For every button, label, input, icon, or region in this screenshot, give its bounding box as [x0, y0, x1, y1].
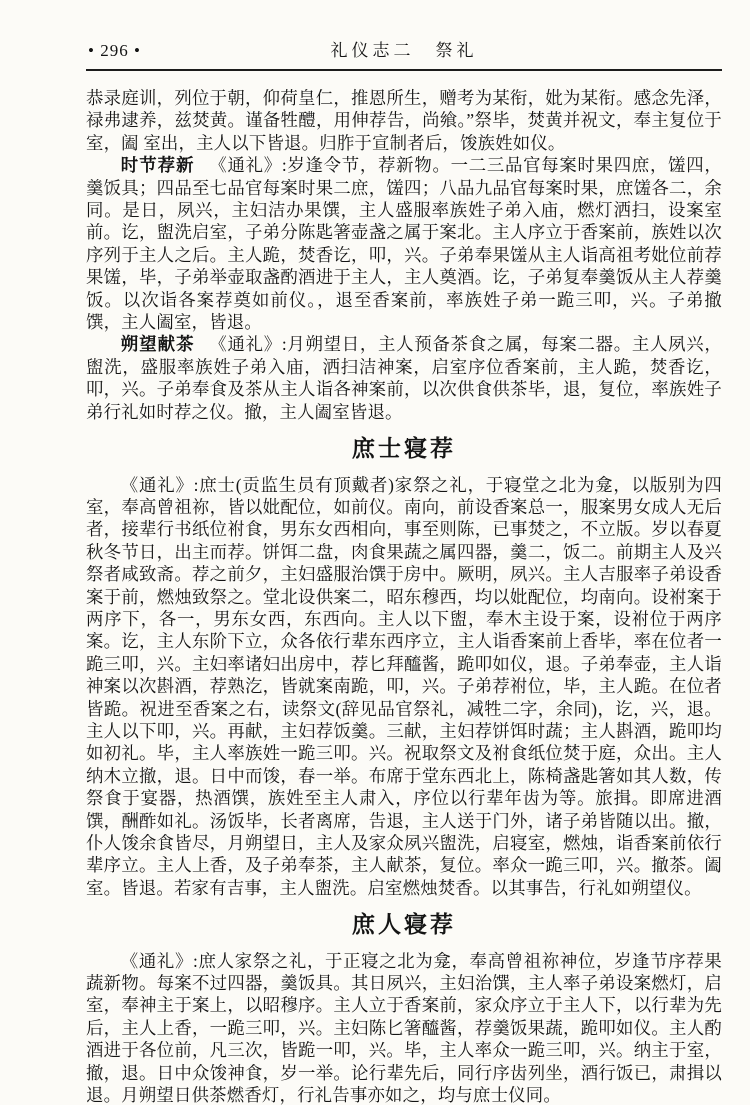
header-rule	[86, 69, 722, 71]
section-heading-shuren-qinjian: 庶人寝荐	[352, 912, 456, 938]
entry-title: 朔望献茶	[120, 334, 195, 355]
section-paragraph-shuren	[86, 950, 722, 1105]
section-paragraph-shushi	[86, 474, 722, 900]
entry-text: 《通礼》:月朔望日，主人预备茶食之属，每案二器。主人夙兴，盥洗，盛服率族姓子弟入庙，洒扫洁神案，启室序位香案前，主人跪，焚香讫，叩，兴。子弟奉食及茶从主人诣各神案前，以次供食供茶毕，退，复位，率族姓子弟行礼如时荐之仪。撤，主人阖室皆退。	[86, 334, 722, 422]
paragraph-text: 《通礼》:庶人家祭之礼，于正寝之北为龛，奉高曾祖祢神位，岁逢节序荐果蔬新物。每案不过四器，羹饭具。其日夙兴，主妇治馔，主人率子弟设案燃灯，启室，奉神主于案上，以昭穆序。主人立于香案前，家众序立于主人下，以行辈为先后，主人上香，一跪三叩，兴。主妇陈匕箸醯酱，荐羹饭果蔬，跪叩如仪。主人酌酒进于各位前，凡三次，皆跪一叩，兴。毕，主人率众一跪三叩，兴。纳主于室，撤，退。日中众馂神食，岁一举。论行辈先后，同行序齿列坐，酒行饭已，肃揖以退。月朔望日供茶燃香灯，行礼告事亦如之，均与庶士仪同。	[86, 950, 722, 1105]
entry-shuowang-xiancha	[86, 333, 722, 423]
section-heading-shushi-qinjian: 庶士寝荐	[352, 436, 456, 462]
running-head-title: 礼仪志二 祭礼	[330, 41, 478, 60]
paragraph-continuation	[86, 87, 722, 154]
page-body	[86, 87, 722, 1105]
entry-shijie-jianxin	[86, 154, 722, 333]
paragraph-text: 《通礼》:庶士(贡监生员有顶戴者)家祭之礼，于寝堂之北为龛，以版别为四室，奉高曾祖祢，皆以妣配位，如前仪。南向，前设香案总一，服案男女成人无后者，接辈行书纸位祔食，男东女西相向，事至则陈，已事焚之，不立版。岁以春夏秋冬节日，出主而荐。饼饵二盘，肉食果蔬之属四器，羹二，饭二。前期主人及兴祭者咸致斋。荐之前夕，主妇盛服治馔于房中。厥明，夙兴。主人吉服率子弟设香案于前，燃烛致祭之。堂北设供案二，昭东穆西，均以妣配位，均南向。设祔案于两序下，各一，男东女西，东西向。主人以下盥，奉木主设于案，设祔位于两序案。讫，主人东阶下立，众各依行辈东西序立，主人诣香案前上香毕，率在位者一跪三叩，兴。主妇率诸妇出房中，荐匕拜醯酱，跪叩如仪，退。子弟奉壶，主人诣神案以次斟酒，荐熟汔，皆就案南跪，叩，兴。子弟荐祔位，毕，主人跪。在位者皆跪。祝进至香案之右，读祭文(辞见品官祭礼，减牲二字，余同)，讫，兴，退。主人以下叩，兴。再献，主妇荐饭羹。三献，主妇荐饼饵时蔬；主人斟酒，跪叩均如初礼。毕，主人率族姓一跪三叩。兴。祝取祭文及祔食纸位焚于庭，众出。主人纳木立撤，退。日中而馂，春一举。布席于堂东西北上，陈椅盏匙箸如其人数，传祭食于宴器，热酒馔，族姓至主人肃入，序位以行辈年齿为等。旅揖。即席进酒馔，酬酢如礼。汤饭毕，长者离席，告退，主人送于门外，诸子弟皆随以出。撤，仆人馂余食皆尽，月朔望日，主人及家众夙兴盥洗，启寝室，燃烛，诣香案前依行辈序立。主人上香，及子弟奉茶，主人献茶，复位。率众一跪三叩，兴。撤茶。阖室。皆退。若家有吉事，主人盥洗。启室燃烛焚香。以其事告，行礼如朔望仪。	[86, 474, 722, 898]
page-number: • 296 •	[88, 41, 141, 60]
entry-text: 《通礼》:岁逢令节，荐新物。一二三品官每案时果四庶，馐四，羹饭具；四品至七品官每案时果二庶，馐四；八品九品官每案时果，庶馐各二，余同。是日，夙兴，主妇洁办果馔，主人盛服率族姓子弟入庙，燃灯洒扫，设案室前。讫，盥洗启室，子弟分陈匙箸壶盏之属于案北。主人序立于香案前，族姓以次序列于主人之后。主人跪，焚香讫，叩，兴。子弟奉果馐从主人诣高祖考妣位前荐果馐，毕，子弟举壶取盏酌酒进于主人，主人奠酒。讫，子弟复奉羹饭从主人荐羹饭。以次诣各案荐奠如前仪。，退至香案前，率族姓子弟一跪三叩，兴。子弟撤馔，主人阖室，皆退。	[86, 155, 722, 333]
page-header	[86, 40, 722, 64]
entry-title: 时节荐新	[120, 155, 195, 176]
paragraph-text: 恭录庭训，列位于朝，仰荷皇仁，推恩所生，赠考为某衔，妣为某衔。感念先泽，禄弗逮养，兹焚黄。谨备牲醴，用伸荐告，尚飨。”祭毕，焚黄并祝文，奉主复位于室，阖 室出，主人以下皆退。归胙于宣制者后，馂族姓如仪。	[86, 88, 722, 153]
